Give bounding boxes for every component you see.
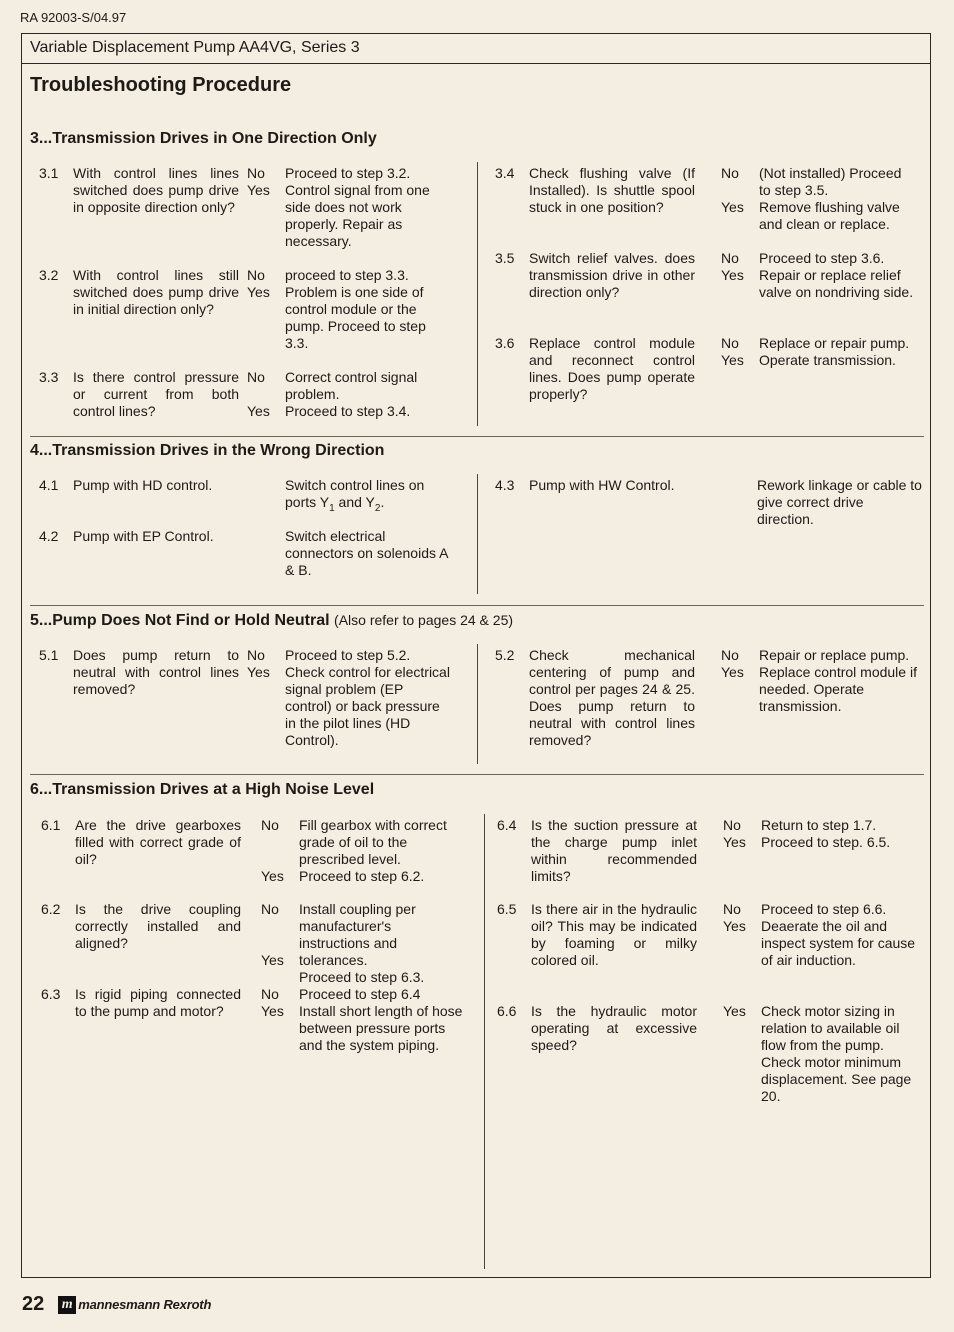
- action: Switch electrical connectors on solenoids A & B.: [285, 528, 448, 578]
- page-frame: [21, 33, 931, 1278]
- step-4-2: [39, 528, 451, 579]
- answer-yes: Yes: [721, 664, 744, 680]
- step-question: Check mechanical centering of pump and control per pages 24 & 25. Does pump return to neutral with control lines removed?: [529, 647, 695, 748]
- answer-no: No: [721, 335, 739, 351]
- answer-no: No: [261, 901, 279, 917]
- action-no: proceed to step 3.3.: [285, 267, 409, 283]
- answer-yes: Yes: [721, 267, 744, 283]
- section-6-heading: 6...Transmission Drives at a High Noise Level: [30, 781, 375, 798]
- step-number: 6.5: [497, 901, 517, 917]
- page-title: Troubleshooting Procedure: [30, 74, 292, 96]
- action-yes: Problem is one side of control module or the pump. Proceed to step 3.3.: [285, 284, 426, 351]
- step-3-1: [39, 165, 451, 250]
- column-divider: [477, 474, 478, 594]
- column-divider: [477, 162, 478, 426]
- answer-yes: Yes: [261, 868, 284, 884]
- answer-blank: [261, 851, 299, 868]
- answer-blank: [261, 834, 299, 851]
- answers: [239, 647, 285, 749]
- answer-no: No: [723, 817, 741, 833]
- action-no: Repair or replace pump.: [759, 647, 910, 663]
- answer-no: No: [247, 647, 265, 663]
- action-yes: Repair or replace relief valve on nondriving side.: [759, 267, 914, 300]
- step-5-2: [495, 647, 925, 749]
- action: Rework linkage or cable to give correct drive direction.: [757, 477, 922, 527]
- answer-blank: [261, 935, 299, 952]
- answer-yes: Yes: [261, 952, 284, 968]
- step-6-1: [41, 817, 465, 885]
- page-number: 22: [22, 1293, 45, 1315]
- action-no-cont: problem.: [285, 386, 340, 402]
- actions: [759, 250, 925, 301]
- answer-yes: Yes: [247, 664, 270, 680]
- actions: [759, 165, 925, 233]
- logo-mark-icon: m: [58, 1296, 76, 1314]
- header-title: Variable Displacement Pump AA4VG, Series 3: [22, 34, 930, 64]
- step-6-2: [41, 901, 465, 986]
- step-6-5: [497, 901, 927, 969]
- actions: [761, 1003, 927, 1105]
- action-yes: Check control for electrical signal problem (EP control) or back pressure in the pilot lines (HD Control).: [285, 664, 450, 748]
- action-yes: Remove flushing valve and clean or replace.: [759, 199, 900, 232]
- section-5-heading: [30, 612, 513, 630]
- actions: [285, 369, 451, 420]
- answer-no: No: [261, 817, 279, 833]
- action-no: Proceed to step 3.2.: [285, 165, 411, 181]
- column-divider: [484, 814, 485, 1269]
- answer-no: No: [247, 267, 265, 283]
- section-5-title: 5...Pump Does Not Find or Hold Neutral: [30, 612, 330, 629]
- action-yes: Operate transmission.: [759, 352, 896, 368]
- action-yes: Install short length of hose between pressure ports and the system piping.: [299, 1003, 463, 1053]
- step-number: 5.2: [495, 647, 515, 663]
- action-no: Replace or repair pump.: [759, 335, 910, 351]
- step-4-1: [39, 477, 451, 517]
- step-question: Is there air in the hydraulic oil? This may be indicated by foaming or milky colored oil.: [531, 901, 697, 968]
- step-question: With control lines lines switched does pump drive in opposite direction only?: [73, 165, 239, 215]
- step-question: Is the suction pressure at the charge pump inlet within recommended limits?: [531, 817, 697, 884]
- actions: [285, 267, 451, 352]
- step-question: Check flushing valve (If Installed). Is shuttle spool stuck in one position?: [529, 165, 695, 215]
- section-4-heading: 4...Transmission Drives in the Wrong Direction: [30, 442, 385, 459]
- step-number: 6.2: [41, 901, 61, 917]
- step-number: 5.1: [39, 647, 59, 663]
- step-question: Does pump return to neutral with control lines removed?: [73, 647, 239, 697]
- answers: [241, 817, 299, 885]
- step-number: 6.1: [41, 817, 61, 833]
- answer-blank: [247, 386, 285, 403]
- action-yes: Replace control module if needed. Operate transmission.: [759, 664, 917, 714]
- step-question: Are the drive gearboxes filled with correct grade of oil?: [75, 817, 241, 867]
- step-number: 3.4: [495, 165, 515, 181]
- answer-no: No: [723, 901, 741, 917]
- step-number: 4.2: [39, 528, 59, 544]
- action-yes: Proceed to step. 6.5.: [761, 834, 891, 850]
- action-no-cont: to step 3.5.: [759, 182, 829, 198]
- step-number: 3.6: [495, 335, 515, 351]
- action-no: Proceed to step 6.6.: [761, 901, 887, 917]
- step-3-2: [39, 267, 451, 352]
- action-no: Install coupling per manufacturer's instructions and tolerances.: [299, 901, 416, 968]
- answer-yes: Yes: [723, 918, 746, 934]
- step-question: Replace control module and reconnect control lines. Does pump operate properly?: [529, 335, 695, 402]
- step-number: 4.3: [495, 477, 515, 493]
- step-number: 4.1: [39, 477, 59, 493]
- answer-no: No: [721, 165, 739, 181]
- step-3-5: [495, 250, 925, 301]
- action-yes: Control signal from one side does not work properly. Repair as necessary.: [285, 182, 430, 249]
- answers: [695, 647, 759, 749]
- step-number: 3.2: [39, 267, 59, 283]
- answer-yes: Yes: [723, 834, 746, 850]
- step-6-3: [41, 986, 465, 1054]
- answer-yes: Yes: [247, 182, 270, 198]
- step-question: Pump with HD control.: [73, 477, 213, 493]
- answer-no: No: [247, 369, 265, 385]
- action: Switch control lines on ports $Y_1$ and $Y_2$.: [285, 477, 425, 514]
- step-3-6: [495, 335, 925, 403]
- step-question: Is there control pressure or current from both control lines?: [73, 369, 239, 419]
- action-no: Correct control signal: [285, 369, 418, 385]
- actions: [299, 901, 465, 986]
- section-3-heading: 3...Transmission Drives in One Direction Only: [30, 130, 377, 147]
- action-yes: Deaerate the oil and inspect system for cause of air induction.: [761, 918, 916, 968]
- brand-name: mannesmann Rexroth: [78, 1297, 212, 1312]
- step-6-4: [497, 817, 927, 885]
- section-5-note: (Also refer to pages 24 & 25): [334, 612, 514, 628]
- step-number: 3.3: [39, 369, 59, 385]
- action-no: Fill gearbox with correct grade of oil to the prescribed level.: [299, 817, 447, 867]
- answers: [241, 986, 299, 1054]
- step-question: Is the hydraulic motor operating at excessive speed?: [531, 1003, 697, 1053]
- action-yes: Proceed to step 6.2.: [299, 868, 425, 884]
- answer-yes: Yes: [261, 1003, 284, 1019]
- step-question: Switch relief valves. does transmission drive in other direction only?: [529, 250, 695, 300]
- step-question: Pump with EP Control.: [73, 528, 214, 544]
- step-number: 6.3: [41, 986, 61, 1002]
- action-yes: Check motor sizing in relation to available oil flow from the pump. Check motor minimum displacement. See page 20.: [761, 1003, 912, 1104]
- document-code: RA 92003-S/04.97: [20, 10, 127, 25]
- actions: [759, 335, 925, 403]
- answers: [697, 901, 761, 969]
- actions: [759, 647, 925, 749]
- answer-no: No: [247, 165, 265, 181]
- answers: [697, 817, 761, 885]
- footer: [22, 1293, 211, 1316]
- answers: [695, 250, 759, 301]
- answer-yes: Yes: [247, 284, 270, 300]
- action-yes: Proceed to step 3.4.: [285, 403, 411, 419]
- actions: [761, 817, 927, 885]
- answers: [239, 267, 285, 352]
- step-3-4: [495, 165, 925, 233]
- answer-yes: Yes: [721, 199, 744, 215]
- step-question: With control lines still switched does pump drive in initial direction only?: [73, 267, 239, 317]
- answer-no: No: [261, 986, 279, 1002]
- actions: [299, 817, 465, 885]
- answers: [695, 165, 759, 233]
- action-no: (Not installed) Proceed: [759, 165, 902, 181]
- section-divider: [30, 436, 924, 437]
- step-number: 3.1: [39, 165, 59, 181]
- step-6-6: [497, 1003, 927, 1105]
- actions: [285, 647, 451, 749]
- step-5-1: [39, 647, 451, 749]
- answer-no: No: [721, 647, 739, 663]
- step-question: Is rigid piping connected to the pump and motor?: [75, 986, 241, 1019]
- answers: [697, 1003, 761, 1105]
- answers: [239, 369, 285, 420]
- answer-yes: Yes: [247, 403, 270, 419]
- answer-yes: Yes: [721, 352, 744, 368]
- column-divider: [477, 644, 478, 764]
- actions: [299, 986, 465, 1054]
- action-no: Return to step 1.7.: [761, 817, 877, 833]
- action-no: Proceed to step 6.4: [299, 986, 421, 1002]
- step-question: Is the drive coupling correctly installed and aligned?: [75, 901, 241, 951]
- section-divider: [30, 774, 924, 775]
- action-no: Proceed to step 3.6.: [759, 250, 885, 266]
- answer-yes: Yes: [723, 1003, 746, 1019]
- step-question: Pump with HW Control.: [529, 477, 675, 493]
- actions: [761, 901, 927, 969]
- answers: [239, 165, 285, 250]
- actions: [285, 165, 451, 250]
- step-3-3: [39, 369, 451, 420]
- step-4-3: [495, 477, 923, 528]
- action-no: Proceed to step 5.2.: [285, 647, 411, 663]
- step-number: 6.4: [497, 817, 517, 833]
- answer-no: No: [721, 250, 739, 266]
- step-number: 3.5: [495, 250, 515, 266]
- answers: [241, 901, 299, 986]
- action-yes: Proceed to step 6.3.: [299, 969, 425, 985]
- answer-blank: [261, 918, 299, 935]
- step-number: 6.6: [497, 1003, 517, 1019]
- brand-logo: [58, 1296, 211, 1314]
- answer-blank: [721, 182, 759, 199]
- section-divider: [30, 605, 924, 606]
- answers: [695, 335, 759, 403]
